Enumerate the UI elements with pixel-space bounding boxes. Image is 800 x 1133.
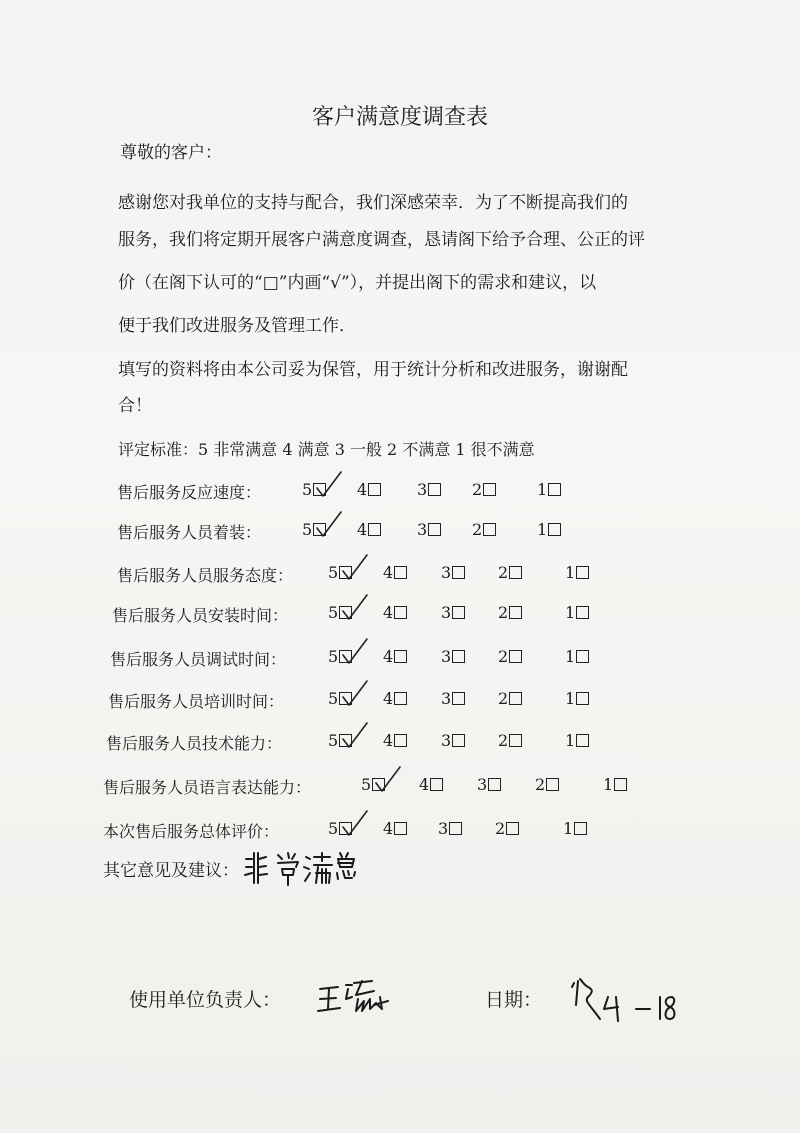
- rating-option-4[interactable]: [383, 647, 407, 666]
- checkmark-icon: [341, 591, 371, 623]
- question-label: 售后服务人员调试时间：: [110, 650, 287, 669]
- rating-option-number: 4: [383, 603, 394, 622]
- rating-option-number: 5: [328, 563, 339, 582]
- rating-option-2[interactable]: [498, 689, 522, 708]
- checkbox[interactable]: [548, 523, 561, 536]
- question-label: 本次售后服务总体评价：: [103, 822, 280, 841]
- checkbox[interactable]: [394, 566, 407, 579]
- checkbox[interactable]: [483, 483, 496, 496]
- rating-option-1[interactable]: [537, 520, 561, 539]
- rating-option-number: 2: [498, 647, 509, 666]
- rating-option-1[interactable]: [565, 689, 589, 708]
- rating-option-number: 3: [441, 647, 452, 666]
- rating-option-5[interactable]: [361, 775, 385, 794]
- checkbox[interactable]: [576, 606, 589, 619]
- checkbox[interactable]: [394, 692, 407, 705]
- checkmark-icon: [341, 719, 371, 751]
- rating-option-number: 1: [537, 480, 548, 499]
- checkbox[interactable]: [488, 778, 501, 791]
- checkbox[interactable]: [614, 778, 627, 791]
- rating-option-number: 3: [441, 689, 452, 708]
- checkbox[interactable]: [368, 523, 381, 536]
- checkbox[interactable]: [394, 606, 407, 619]
- checkmark-icon: [315, 508, 345, 540]
- rating-option-2[interactable]: [498, 731, 522, 750]
- rating-option-number: 3: [477, 775, 488, 794]
- rating-option-2[interactable]: [498, 603, 522, 622]
- checkbox[interactable]: [548, 483, 561, 496]
- rating-option-number: 1: [565, 689, 576, 708]
- rating-option-3[interactable]: [438, 819, 462, 838]
- responsible-person-label: 使用单位负责人：: [129, 989, 282, 1011]
- rating-option-number: 5: [328, 819, 339, 838]
- checkbox[interactable]: [394, 734, 407, 747]
- checkbox[interactable]: [452, 734, 465, 747]
- rating-option-1[interactable]: [565, 603, 589, 622]
- checkbox[interactable]: [576, 692, 589, 705]
- rating-option-3[interactable]: [417, 480, 441, 499]
- rating-option-number: 5: [328, 647, 339, 666]
- rating-option-number: 1: [565, 647, 576, 666]
- rating-option-3[interactable]: [441, 731, 465, 750]
- rating-option-number: 1: [537, 520, 548, 539]
- date-label: 日期：: [485, 989, 543, 1011]
- checkbox[interactable]: [452, 606, 465, 619]
- rating-option-number: 3: [438, 819, 449, 838]
- rating-option-1[interactable]: [565, 731, 589, 750]
- rating-criteria: 评定标准：5 非常满意 4 满意 3 一般 2 不满意 1 很不满意: [118, 440, 535, 459]
- checkbox[interactable]: [339, 606, 352, 619]
- checkbox[interactable]: [339, 650, 352, 663]
- rating-option-number: 2: [498, 731, 509, 750]
- rating-option-3[interactable]: [441, 647, 465, 666]
- rating-option-3[interactable]: [441, 563, 465, 582]
- privacy-line: 填写的资料将由本公司妥为保管，用于统计分析和改进服务，谢谢配: [118, 360, 628, 380]
- checkbox[interactable]: [509, 692, 522, 705]
- rating-option-number: 4: [357, 520, 368, 539]
- rating-option-number: 3: [441, 731, 452, 750]
- intro-line: 便于我们改进服务及管理工作．: [118, 316, 356, 336]
- checkbox[interactable]: [368, 483, 381, 496]
- form-title: 客户满意度调查表: [311, 105, 488, 130]
- checkmark-icon: [374, 763, 404, 795]
- rating-option-2[interactable]: [498, 563, 522, 582]
- rating-option-1[interactable]: [603, 775, 627, 794]
- question-label: 售后服务人员技术能力：: [106, 734, 283, 753]
- checkbox[interactable]: [313, 483, 326, 496]
- rating-option-number: 1: [603, 775, 614, 794]
- rating-option-number: 4: [419, 775, 430, 794]
- rating-option-3[interactable]: [477, 775, 501, 794]
- rating-option-5[interactable]: [302, 520, 326, 539]
- rating-option-number: 4: [383, 689, 394, 708]
- checkmark-icon: [341, 677, 371, 709]
- checkbox[interactable]: [394, 650, 407, 663]
- rating-option-number: 1: [563, 819, 574, 838]
- rating-option-number: 2: [495, 819, 506, 838]
- rating-option-5[interactable]: [328, 689, 352, 708]
- rating-option-number: 5: [328, 689, 339, 708]
- checkbox[interactable]: [428, 523, 441, 536]
- rating-option-4[interactable]: [383, 563, 407, 582]
- rating-option-number: 5: [302, 480, 313, 499]
- rating-option-number: 2: [498, 563, 509, 582]
- checkbox[interactable]: [394, 822, 407, 835]
- checkbox[interactable]: [509, 566, 522, 579]
- rating-option-1[interactable]: [565, 647, 589, 666]
- checkmark-icon: [341, 551, 371, 583]
- checkbox[interactable]: [483, 523, 496, 536]
- rating-option-2[interactable]: [472, 520, 496, 539]
- rating-option-2[interactable]: [535, 775, 559, 794]
- rating-option-number: 3: [441, 603, 452, 622]
- rating-option-number: 5: [328, 731, 339, 750]
- rating-option-number: 5: [361, 775, 372, 794]
- rating-option-number: 4: [383, 819, 394, 838]
- intro-line: 服务，我们将定期开展客户满意度调查，恳请阁下给予合理、公正的评: [118, 230, 645, 250]
- rating-option-number: 2: [498, 603, 509, 622]
- rating-option-number: 5: [328, 603, 339, 622]
- checkbox[interactable]: [452, 566, 465, 579]
- checkbox[interactable]: [339, 734, 352, 747]
- checkbox[interactable]: [449, 822, 462, 835]
- checkbox[interactable]: [506, 822, 519, 835]
- checkbox[interactable]: [576, 650, 589, 663]
- rating-option-4[interactable]: [383, 819, 407, 838]
- rating-option-number: 2: [472, 520, 483, 539]
- rating-option-5[interactable]: [328, 819, 352, 838]
- rating-option-5[interactable]: [302, 480, 326, 499]
- rating-option-5[interactable]: [328, 647, 352, 666]
- question-label: 售后服务人员着装：: [117, 523, 262, 542]
- checkbox[interactable]: [574, 822, 587, 835]
- rating-option-number: 2: [535, 775, 546, 794]
- checkbox[interactable]: [509, 734, 522, 747]
- rating-option-number: 4: [383, 563, 394, 582]
- checkbox[interactable]: [576, 566, 589, 579]
- checkbox[interactable]: [509, 606, 522, 619]
- rating-option-number: 4: [383, 647, 394, 666]
- rating-option-number: 2: [472, 480, 483, 499]
- rating-option-number: 3: [441, 563, 452, 582]
- checkbox[interactable]: [313, 523, 326, 536]
- intro-line: 价（在阁下认可的“□”内画“√”），并提出阁下的需求和建议，以: [118, 273, 597, 293]
- rating-option-2[interactable]: [472, 480, 496, 499]
- question-label: 售后服务人员培训时间：: [108, 692, 285, 711]
- rating-option-2[interactable]: [495, 819, 519, 838]
- rating-option-number: 4: [357, 480, 368, 499]
- checkbox[interactable]: [546, 778, 559, 791]
- checkmark-icon: [341, 807, 371, 839]
- rating-option-number: 1: [565, 603, 576, 622]
- rating-option-number: 5: [302, 520, 313, 539]
- checkbox[interactable]: [339, 692, 352, 705]
- rating-option-1[interactable]: [565, 563, 589, 582]
- question-label: 售后服务反应速度：: [117, 483, 262, 502]
- rating-option-number: 3: [417, 480, 428, 499]
- privacy-line: 合！: [118, 396, 152, 416]
- rating-option-1[interactable]: [563, 819, 587, 838]
- checkbox[interactable]: [428, 483, 441, 496]
- checkbox[interactable]: [509, 650, 522, 663]
- rating-option-3[interactable]: [441, 689, 465, 708]
- rating-option-5[interactable]: [328, 731, 352, 750]
- checkmark-icon: [341, 635, 371, 667]
- intro-line: 感谢您对我单位的支持与配合，我们深感荣幸．为了不断提高我们的: [118, 193, 628, 213]
- rating-option-number: 4: [383, 731, 394, 750]
- checkbox[interactable]: [430, 778, 443, 791]
- rating-option-5[interactable]: [328, 603, 352, 622]
- rating-option-4[interactable]: [419, 775, 443, 794]
- rating-option-number: 3: [417, 520, 428, 539]
- question-label: 售后服务人员语言表达能力：: [103, 778, 312, 797]
- question-label: 售后服务人员服务态度：: [117, 566, 294, 585]
- checkbox[interactable]: [372, 778, 385, 791]
- rating-option-5[interactable]: [328, 563, 352, 582]
- rating-option-number: 2: [498, 689, 509, 708]
- rating-option-3[interactable]: [441, 603, 465, 622]
- question-label: 售后服务人员安装时间：: [112, 606, 289, 625]
- rating-option-number: 1: [565, 731, 576, 750]
- rating-option-number: 1: [565, 563, 576, 582]
- handwritten-date: [560, 975, 690, 1030]
- checkbox[interactable]: [452, 692, 465, 705]
- rating-option-3[interactable]: [417, 520, 441, 539]
- handwritten-signature: [316, 975, 396, 1023]
- rating-option-4[interactable]: [357, 520, 381, 539]
- greeting: 尊敬的客户：: [120, 143, 222, 163]
- checkbox[interactable]: [339, 822, 352, 835]
- checkbox[interactable]: [339, 566, 352, 579]
- checkbox[interactable]: [576, 734, 589, 747]
- rating-option-4[interactable]: [383, 689, 407, 708]
- checkbox[interactable]: [452, 650, 465, 663]
- other-comments-label: 其它意见及建议：: [103, 861, 239, 881]
- rating-option-1[interactable]: [537, 480, 561, 499]
- checkmark-icon: [315, 468, 345, 500]
- rating-option-4[interactable]: [383, 603, 407, 622]
- rating-option-4[interactable]: [357, 480, 381, 499]
- rating-option-2[interactable]: [498, 647, 522, 666]
- rating-option-4[interactable]: [383, 731, 407, 750]
- handwritten-comment: [242, 845, 372, 890]
